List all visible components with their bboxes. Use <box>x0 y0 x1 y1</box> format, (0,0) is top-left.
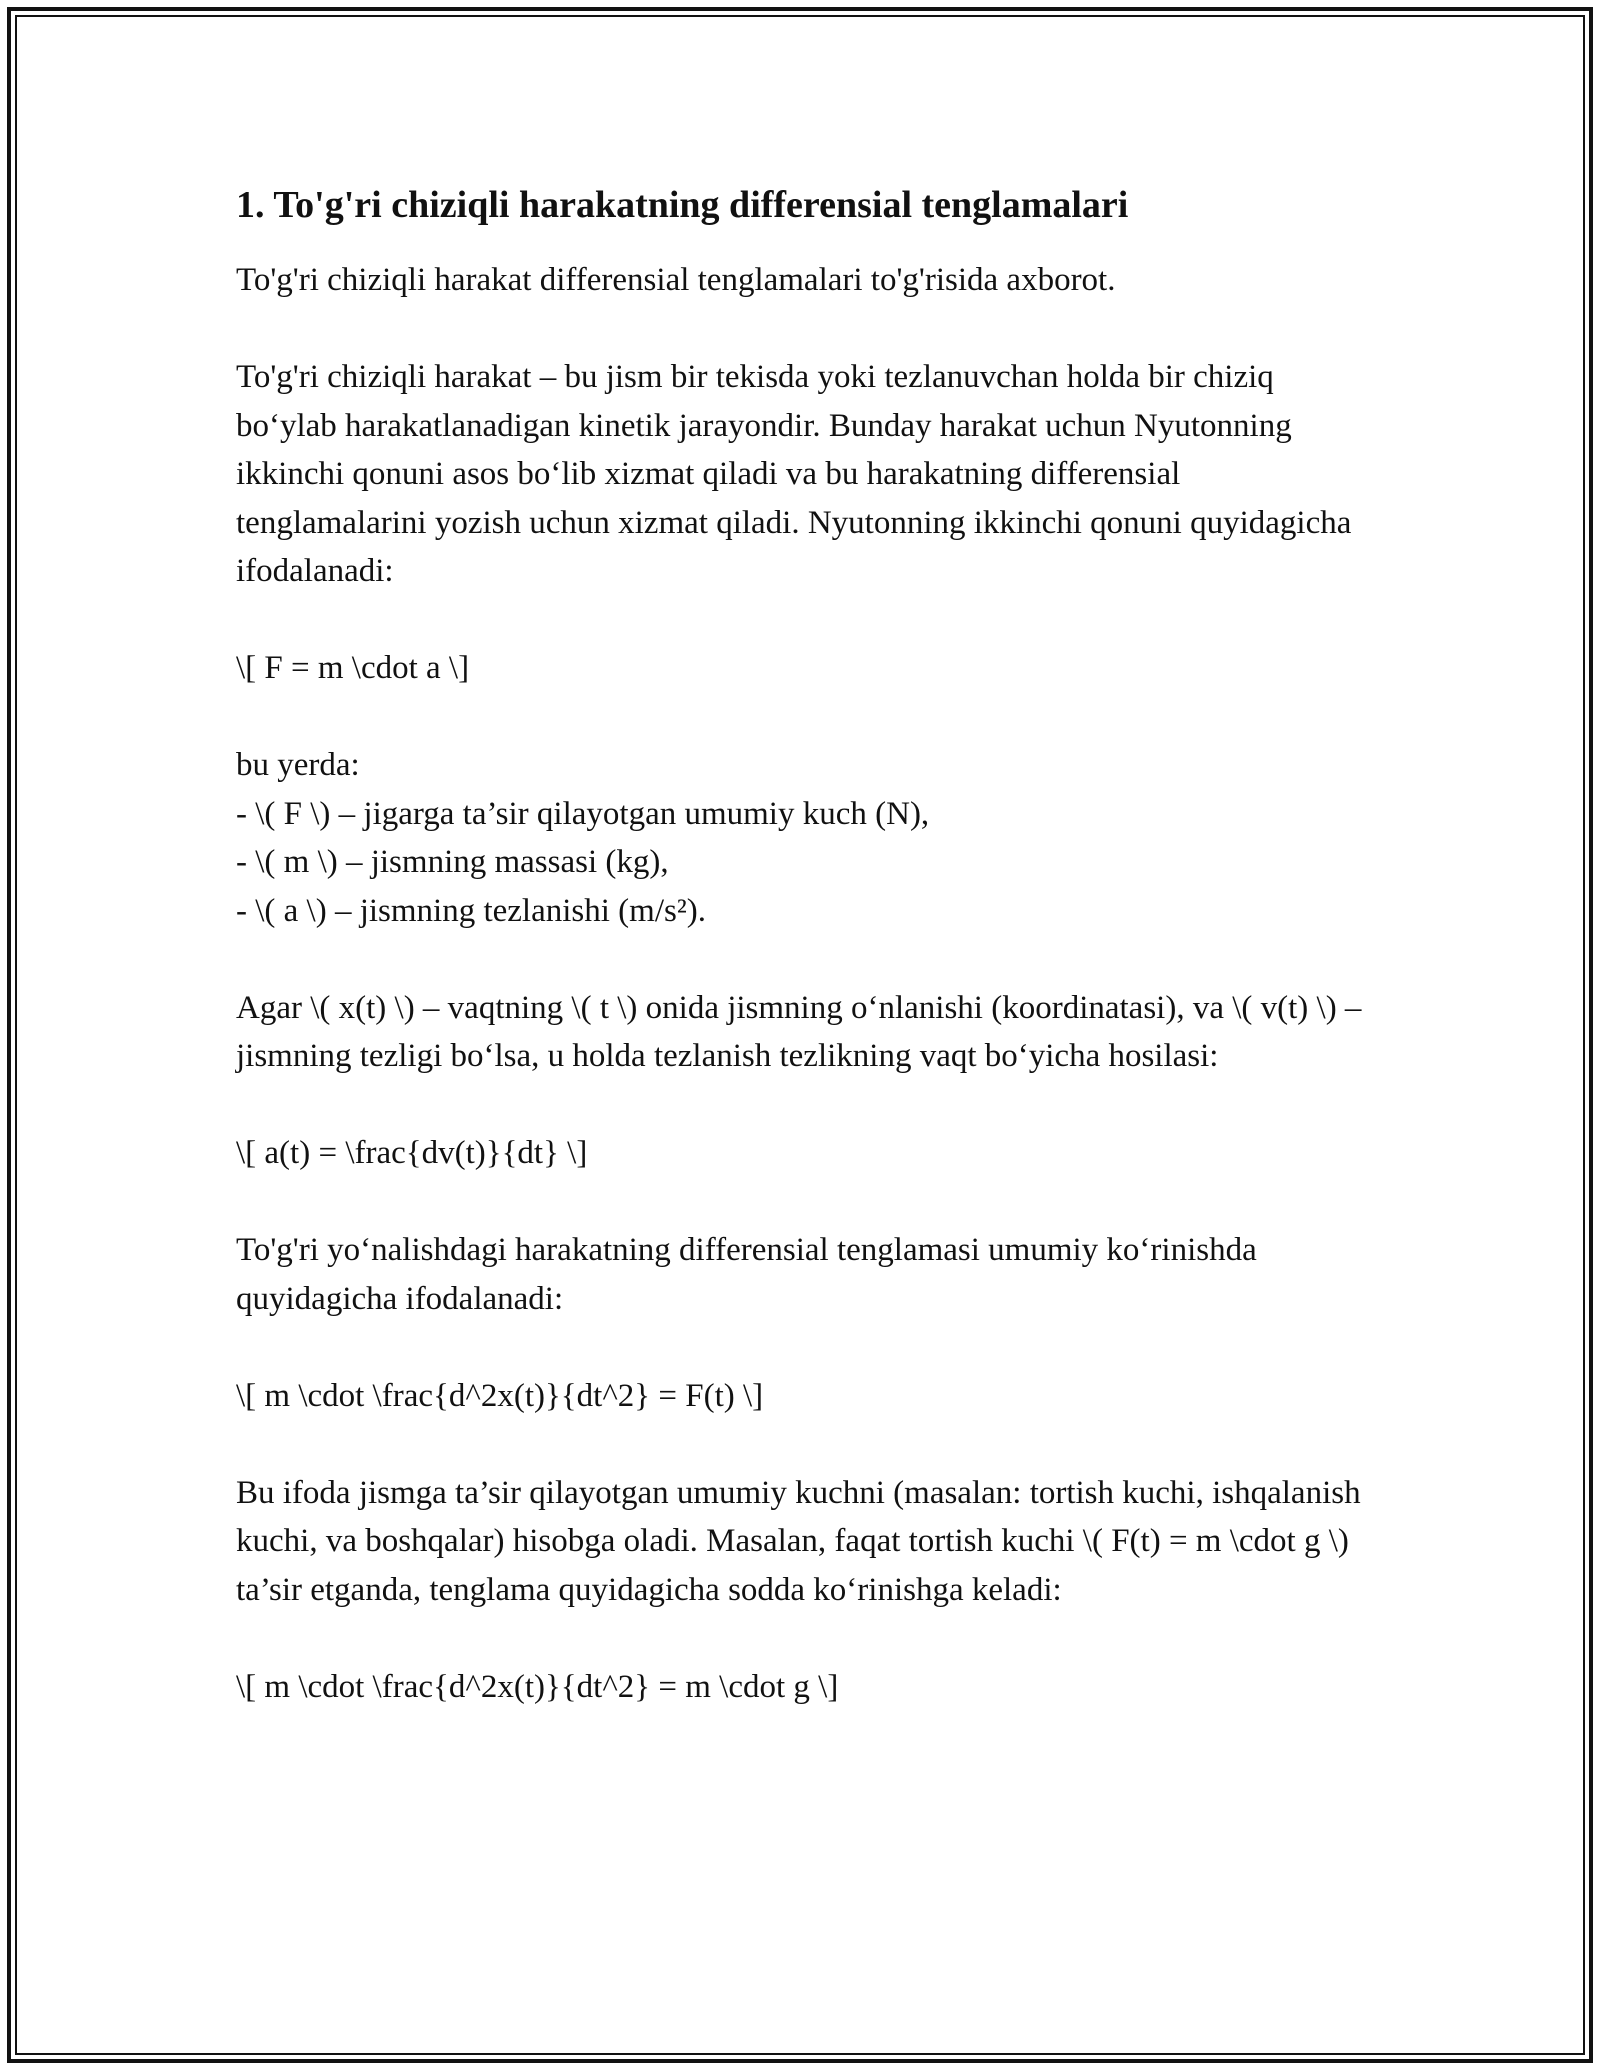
paragraph-4: Bu ifoda jismga ta’sir qilayotgan umumiy kuchni (masalan: tortish kuchi, ishqalanish kuchi, va boshqalar) hisobga oladi. Masalan, faqat tortish kuchi \( F(t) = m \cdot g \) ta’sir etganda, tenglama quyidagicha sodda ko‘rinishga keladi: <box>236 1474 1361 1608</box>
formula-2: \[ a(t) = \frac{dv(t)}{dt} \] <box>236 1135 588 1171</box>
where-item-force: - \( F \) – jigarga ta’sir qilayotgan umumiy kuch (N), <box>236 795 930 832</box>
intro-paragraph: To'g'ri chiziqli harakat differensial tenglamalari to'g'risida axborot. <box>236 262 1116 298</box>
formula-3: \[ m \cdot \frac{d^2x(t)}{dt^2} = F(t) \] <box>236 1377 764 1414</box>
paragraph-gravity-example <box>236 1469 1366 1615</box>
formula-1: \[ F = m \cdot a \] <box>236 650 470 686</box>
where-item-mass: - \( m \) – jismning massasi (kg), <box>236 844 669 880</box>
where-item-acceleration: - \( a \) – jismning tezlanishi (m/s²). <box>236 892 706 929</box>
formula-4: \[ m \cdot \frac{d^2x(t)}{dt^2} = m \cdot g \] <box>236 1668 839 1705</box>
paragraph-3: To'g'ri yo‘nalishdagi harakatning differensial tenglamasi umumiy ko‘rinishda quyidagicha ifodalanadi: <box>236 1232 1257 1317</box>
intro-text <box>236 256 1366 305</box>
formula-acceleration <box>236 1129 1366 1178</box>
paragraph-acceleration <box>236 984 1366 1081</box>
formula-general <box>236 1372 1366 1421</box>
document-body <box>236 180 1366 1760</box>
paragraph-2: Agar \( x(t) \) – vaqtning \( t \) onida jismning o‘nlanishi (koordinatasi), va \( v(t) \) – jismning tezligi bo‘lsa, u holda tezlanish tezlikning vaqt bo‘yicha hosilasi: <box>236 989 1362 1074</box>
formula-gravity <box>236 1663 1366 1712</box>
formula-newton <box>236 644 1366 693</box>
where-label: bu yerda: <box>236 747 360 783</box>
section-title: 1. To'g'ri chiziqli harakatning differensial tenglamalari <box>236 184 1129 226</box>
paragraph-1: To'g'ri chiziqli harakat – bu jism bir tekisda yoki tezlanuvchan holda bir chiziq bo‘ylab harakatlanadigan kinetik jarayondir. Bunday harakat uchun Nyutonning ikkinchi qonuni asos bo‘lib xizmat qiladi va bu harakatning differensial tenglamalarini yozish uchun xizmat qiladi. Nyutonning ikkinchi qonuni quyidagicha ifodalanadi: <box>236 359 1352 589</box>
where-list <box>236 741 1366 935</box>
paragraph-newton-law <box>236 353 1366 596</box>
paragraph-general-equation <box>236 1226 1366 1323</box>
